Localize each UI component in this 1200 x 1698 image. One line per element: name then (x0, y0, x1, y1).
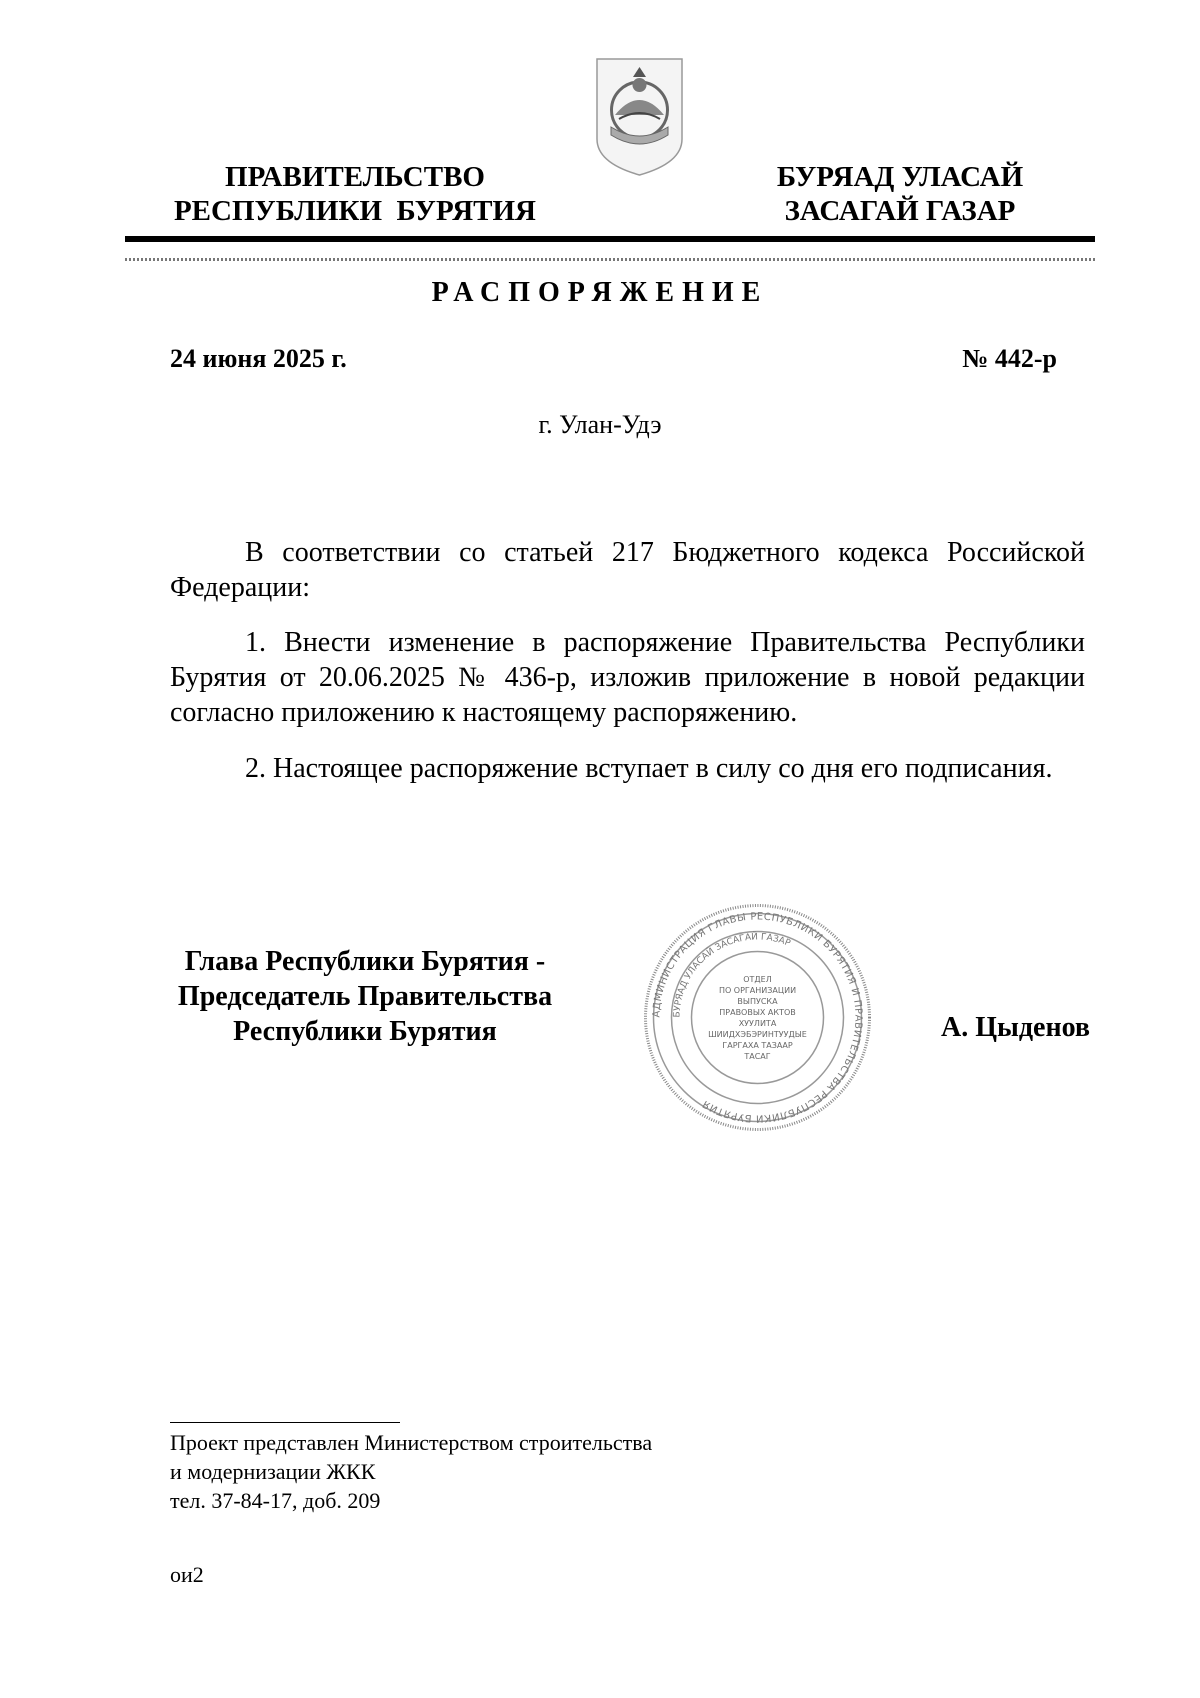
document-date: 24 июня 2025 г. (170, 344, 347, 373)
paragraph-item-1 (170, 625, 1085, 730)
header-right-line2: ЗАСАГАЙ ГАЗАР (784, 195, 1016, 227)
document-number: № 442-р (962, 344, 1057, 373)
header-right-line1: БУРЯАД УЛАСАЙ (776, 161, 1024, 193)
paragraph-text: 1. Внести изменение в распоряжение Правительства Республики Бурятия от 20.06.2025 № 436-р, изложив приложение в новой редакции согласно приложению к настоящему распоряжению. (170, 627, 1085, 728)
footnote (170, 1428, 652, 1515)
signatory-name: А. Цыденов (940, 1012, 1090, 1043)
coat-of-arms-emblem (593, 55, 686, 177)
stamp-center-line: ПРАВОВЫХ АКТОВ (719, 1008, 796, 1017)
header-right (760, 160, 1040, 228)
document-city: г. Улан-Удэ (538, 410, 662, 439)
footnote-line3: тел. 37-84-17, доб. 209 (170, 1488, 381, 1513)
header-left (155, 160, 555, 228)
header-divider (125, 236, 1095, 242)
footnote-line2: и модернизации ЖКК (170, 1459, 376, 1484)
paragraph-text: В соответствии со статьей 217 Бюджетного кодекса Российской Федерации: (170, 537, 1085, 603)
signatory-title-line3: Республики Бурятия (233, 1016, 497, 1047)
stamp-center-line: ГАРГАХА ТАЗААР (722, 1041, 793, 1050)
svg-text:АДМИНИСТРАЦИЯ ГЛАВЫ РЕСПУБЛИКИ: АДМИНИСТРАЦИЯ ГЛАВЫ РЕСПУБЛИКИ БУРЯТИЯ И ПРАВИТЕЛЬСТВА РЕСПУБЛИКИ БУРЯТИЯ (651, 911, 864, 1124)
paragraph-item-2 (170, 751, 1085, 786)
document-title: РАСПОРЯЖЕНИЕ (431, 277, 769, 308)
signatory-title-line2: Председатель Правительства (177, 981, 553, 1012)
header-left-line1: ПРАВИТЕЛЬСТВО (225, 161, 485, 193)
header-left-line2: РЕСПУБЛИКИ БУРЯТИЯ (173, 195, 537, 227)
stamp-center-line: ШИИДХЭБЭРИНТУУДЫЕ (708, 1030, 807, 1039)
paragraph-text: 2. Настоящее распоряжение вступает в силу со дня его подписания. (245, 753, 1053, 784)
document-code: ои2 (170, 1562, 204, 1587)
paragraph-preamble (170, 535, 1085, 605)
signatory-title (165, 944, 565, 1049)
footnote-line1: Проект представлен Министерством строительства (170, 1430, 653, 1455)
svg-text:БУРЯАД УЛАСАЙ ЗАСАГАЙ ГАЗАР: БУРЯАД УЛАСАЙ ЗАСАГАЙ ГАЗАР (672, 932, 792, 1018)
stamp-center-line: ХУУЛИТА (738, 1019, 777, 1028)
stamp-center-line: ТАСАГ (744, 1052, 771, 1061)
stamp-center-line: ОТДЕЛ (743, 975, 772, 984)
official-stamp (640, 900, 875, 1135)
footnote-divider (170, 1422, 400, 1423)
stamp-center-line: ПО ОРГАНИЗАЦИИ (718, 986, 797, 995)
signatory-title-line1: Глава Республики Бурятия - (184, 946, 546, 977)
header-dotted-divider (125, 258, 1095, 261)
stamp-center-line: ВЫПУСКА (737, 997, 778, 1006)
